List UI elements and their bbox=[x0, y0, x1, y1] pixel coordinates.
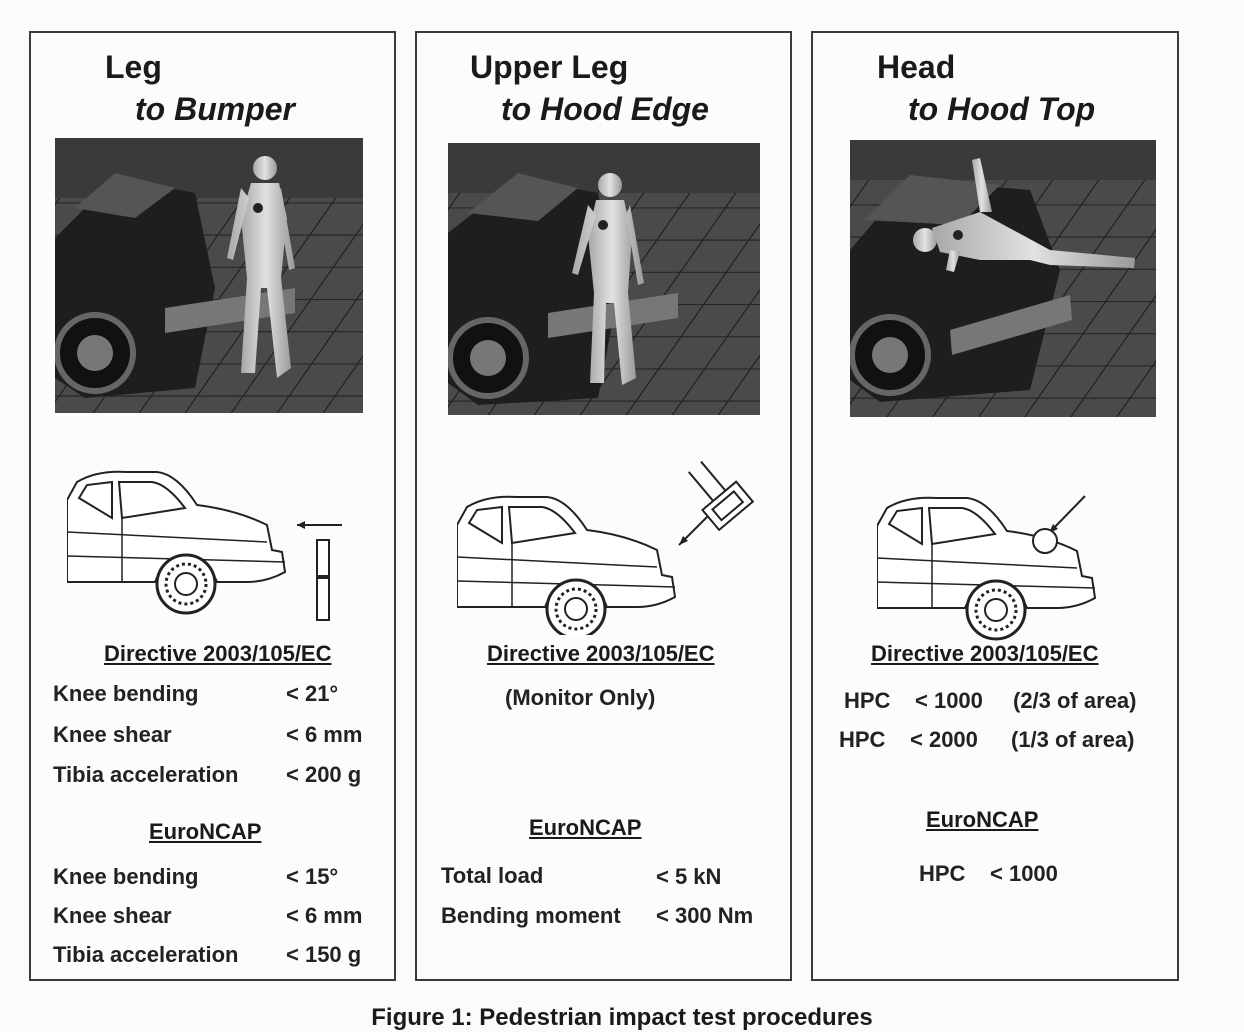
leg-test-diagram bbox=[67, 465, 357, 630]
euroncap-hpc-label: HPC bbox=[919, 861, 966, 886]
leg-impact-render bbox=[55, 138, 363, 413]
directive-heading: Directive 2003/105/EC bbox=[104, 641, 332, 666]
panel-head-to-hood-top bbox=[811, 31, 1179, 981]
directive-hpc-note-1: (2/3 of area) bbox=[1013, 688, 1137, 713]
panel-leg-to-bumper bbox=[29, 31, 396, 981]
upper-leg-impact-render bbox=[448, 143, 760, 415]
euroncap-value-tibia: < 150 g bbox=[286, 942, 362, 967]
directive-label-tibia: Tibia acceleration bbox=[53, 762, 239, 787]
euroncap-heading: EuroNCAP bbox=[926, 807, 1039, 832]
directive-label-knee-shear: Knee shear bbox=[53, 722, 172, 747]
head-impact-render bbox=[850, 140, 1156, 417]
panel-title: Leg bbox=[105, 49, 162, 85]
directive-hpc-value-1: < 1000 bbox=[915, 688, 983, 713]
directive-value-knee-bending: < 21° bbox=[286, 681, 339, 706]
directive-heading: Directive 2003/105/EC bbox=[487, 641, 715, 666]
euroncap-heading: EuroNCAP bbox=[529, 815, 642, 840]
panel-title: Upper Leg bbox=[470, 49, 629, 85]
euroncap-heading: EuroNCAP bbox=[149, 819, 262, 844]
directive-hpc-value-2: < 2000 bbox=[910, 727, 978, 752]
directive-heading: Directive 2003/105/EC bbox=[871, 641, 1099, 666]
euroncap-value-knee-shear: < 6 mm bbox=[286, 903, 363, 928]
panel-subtitle: to Hood Edge bbox=[501, 91, 709, 127]
euroncap-value-knee-bending: < 15° bbox=[286, 864, 339, 889]
euroncap-label-total-load: Total load bbox=[441, 863, 544, 888]
monitor-only-note: (Monitor Only) bbox=[505, 685, 656, 710]
euroncap-value-total-load: < 5 kN bbox=[656, 864, 722, 889]
head-test-diagram bbox=[877, 488, 1137, 653]
panel-title: Head bbox=[877, 49, 956, 85]
directive-label-knee-bending: Knee bending bbox=[53, 681, 199, 706]
directive-hpc-note-2: (1/3 of area) bbox=[1011, 727, 1135, 752]
figure-caption: Figure 1: Pedestrian impact test procedures bbox=[371, 1004, 873, 1031]
euroncap-label-knee-bending: Knee bending bbox=[53, 864, 199, 889]
upper-leg-test-diagram bbox=[457, 445, 777, 640]
euroncap-label-bending-moment: Bending moment bbox=[441, 903, 621, 928]
euroncap-label-knee-shear: Knee shear bbox=[53, 903, 172, 928]
directive-hpc-label-1: HPC bbox=[844, 688, 891, 713]
euroncap-hpc-value: < 1000 bbox=[990, 861, 1058, 886]
directive-value-tibia: < 200 g bbox=[286, 762, 362, 787]
panel-subtitle: to Hood Top bbox=[908, 91, 1096, 127]
panel-upper-leg-to-hood-edge bbox=[415, 31, 792, 981]
directive-hpc-label-2: HPC bbox=[839, 727, 886, 752]
directive-value-knee-shear: < 6 mm bbox=[286, 722, 363, 747]
euroncap-label-tibia: Tibia acceleration bbox=[53, 942, 239, 967]
panel-subtitle: to Bumper bbox=[135, 91, 295, 127]
euroncap-value-bending-moment: < 300 Nm bbox=[656, 903, 754, 928]
